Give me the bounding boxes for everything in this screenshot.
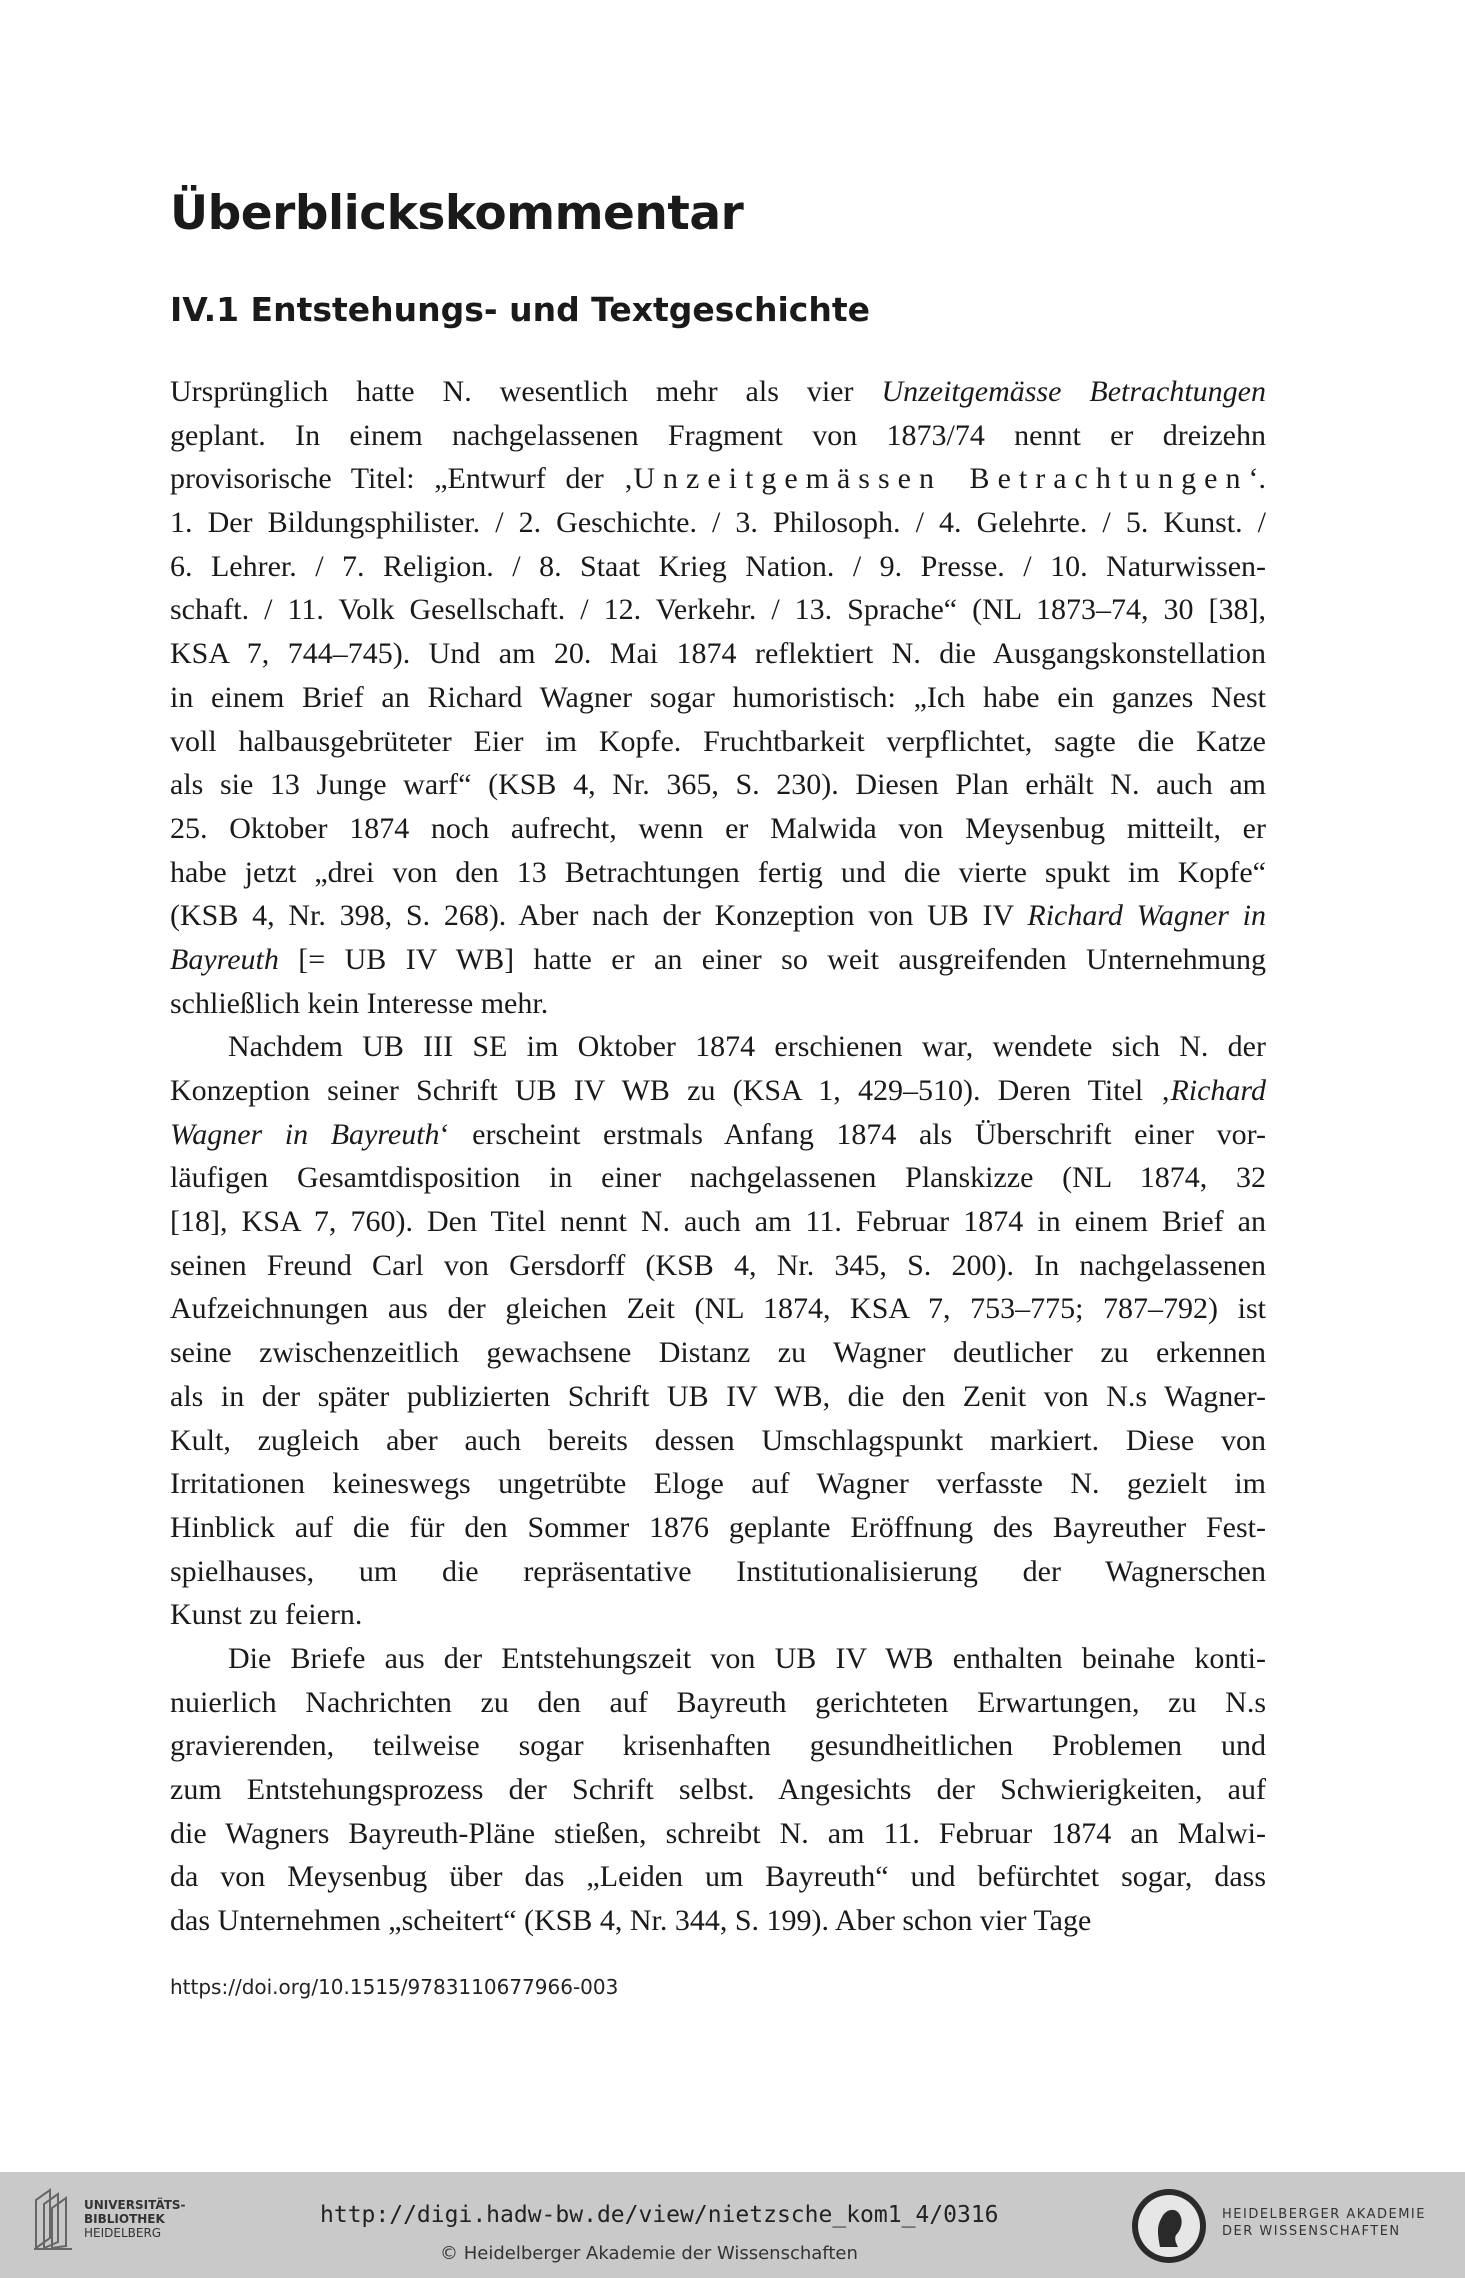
text-segment: Irritationen keineswegs ungetrübte Eloge auf Wagner verfasste N. gezielt im	[170, 1467, 1266, 1501]
italic-text: Richard Wagner in	[1027, 899, 1266, 933]
text-line	[170, 1375, 1266, 1419]
text-segment: 1. Der Bildungsphilister. / 2. Geschichte. / 3. Philosoph. / 4. Gelehrte. / 5. Kunst. /	[170, 506, 1266, 540]
text-line	[170, 720, 1266, 764]
text-segment: Ursprünglich hatte N. wesentlich mehr als vier	[170, 375, 882, 408]
italic-text: Unzeitgemässe Betrachtungen	[881, 375, 1266, 408]
text-line	[170, 1200, 1266, 1244]
academy-line-2: DER WISSENSCHAFTEN	[1222, 2224, 1401, 2239]
text-line	[170, 1768, 1266, 1812]
text-line	[170, 807, 1266, 851]
text-segment: schließlich kein Interesse mehr.	[170, 986, 549, 1020]
text-segment: voll halbausgebrüteter Eier im Kopfe. Fruchtbarkeit verpflichtet, sagte die Katze	[170, 724, 1266, 758]
text-segment: Nachdem UB III SE im Oktober 1874 erschienen war, wendete sich N. der	[228, 1030, 1266, 1064]
text-line	[170, 1113, 1266, 1157]
text-line	[170, 457, 1266, 501]
text-line	[170, 894, 1266, 938]
text-segment: seinen Freund Carl von Gersdorff (KSB 4, Nr. 345, S. 200). In nachgelassenen	[170, 1248, 1266, 1282]
text-segment: spielhauses, um die repräsentative Institutionalisierung der Wagnerschen	[170, 1554, 1266, 1588]
text-line	[170, 1462, 1266, 1506]
section-title: IV.1 Entstehungs- und Textgeschichte	[170, 290, 870, 329]
footer-copyright: © Heidelberger Akademie der Wissenschaften	[440, 2243, 858, 2264]
text-line	[170, 414, 1266, 458]
text-segment: 6. Lehrer. / 7. Religion. / 8. Staat Krieg Nation. / 9. Presse. / 10. Naturwissen-	[170, 549, 1266, 583]
spaced-text: Unzeitgemässen Betrachtungen	[633, 462, 1249, 496]
text-segment: das Unternehmen „scheitert“ (KSB 4, Nr. 344, S. 199). Aber schon vier Tage	[170, 1904, 1092, 1938]
text-line	[170, 676, 1266, 720]
body-text	[170, 370, 1266, 1943]
text-segment: läufigen Gesamtdisposition in einer nachgelassenen Planskizze (NL 1874, 32	[170, 1161, 1266, 1195]
text-segment: habe jetzt „drei von den 13 Betrachtungen fertig und die vierte spukt im Kopfe“	[170, 855, 1266, 889]
text-segment: als sie 13 Junge warf“ (KSB 4, Nr. 365, S. 230). Diesen Plan erhält N. auch am	[170, 768, 1266, 802]
text-segment: 25. Oktober 1874 noch aufrecht, wenn er Malwida von Meysenbug mitteilt, er	[170, 811, 1266, 845]
academy-line-1: HEIDELBERGER AKADEMIE	[1222, 2207, 1426, 2222]
text-segment: provisorische Titel: „Entwurf der ‚	[170, 462, 634, 496]
academy-name	[1222, 2206, 1426, 2240]
doi-link[interactable]: https://doi.org/10.1515/9783110677966-003	[170, 1975, 619, 1999]
text-line	[170, 632, 1266, 676]
text-segment: ‘.	[1248, 462, 1266, 496]
text-segment: geplant. In einem nachgelassenen Fragment von 1873/74 nennt er dreizehn	[170, 418, 1266, 452]
text-line	[170, 1287, 1266, 1331]
text-segment: schaft. / 11. Volk Gesellschaft. / 12. Verkehr. / 13. Sprache“ (NL 1873–74, 30 [38],	[170, 593, 1266, 627]
text-segment: Hinblick auf die für den Sommer 1876 geplante Eröffnung des Bayreuther Fest-	[170, 1510, 1266, 1544]
text-segment: ‘ erscheint erstmals Anfang 1874 als Überschrift einer vor-	[439, 1117, 1266, 1151]
text-segment: (KSB 4, Nr. 398, S. 268). Aber nach der Konzeption von UB IV	[170, 899, 1028, 933]
text-line	[170, 982, 1266, 1026]
text-segment: die Wagners Bayreuth-Pläne stießen, schreibt N. am 11. Februar 1874 an Malwi-	[170, 1816, 1266, 1850]
text-segment: gravierenden, teilweise sogar krisenhaften gesundheitlichen Problemen und	[170, 1729, 1266, 1763]
text-line	[170, 1724, 1266, 1768]
university-library-name	[84, 2198, 186, 2240]
italic-text: Wagner in Bayreuth	[170, 1117, 440, 1151]
text-line	[170, 370, 1266, 414]
text-line	[170, 1812, 1266, 1856]
text-segment: Aufzeichnungen aus der gleichen Zeit (NL 1874, KSA 7, 753–775; 787–792) ist	[170, 1292, 1266, 1326]
text-segment: [18], KSA 7, 760). Den Titel nennt N. auch am 11. Februar 1874 in einem Brief an	[170, 1205, 1266, 1239]
text-line	[170, 545, 1266, 589]
text-line	[170, 1681, 1266, 1725]
text-segment: als in der später publizierten Schrift UB IV WB, die den Zenit von N.s Wagner-	[170, 1379, 1266, 1413]
text-segment: in einem Brief an Richard Wagner sogar humoristisch: „Ich habe ein ganzes Nest	[170, 680, 1266, 714]
italic-text: Bayreuth	[170, 942, 279, 976]
text-line	[170, 1025, 1266, 1069]
footer-url-link[interactable]: http://digi.hadw-bw.de/view/nietzsche_kom1_4/0316	[320, 2202, 999, 2228]
text-line	[170, 1506, 1266, 1550]
text-line	[170, 501, 1266, 545]
text-line	[170, 1069, 1266, 1113]
text-segment: Kunst zu feiern.	[170, 1598, 363, 1632]
text-line	[170, 1156, 1266, 1200]
footer-bar	[0, 2172, 1465, 2278]
text-line	[170, 1331, 1266, 1375]
university-library-logo-icon	[30, 2186, 80, 2252]
text-line	[170, 1244, 1266, 1288]
text-line	[170, 851, 1266, 895]
text-segment: seine zwischenzeitlich gewachsene Distanz zu Wagner deutlicher zu erkennen	[170, 1336, 1266, 1370]
library-line-2: BIBLIOTHEK	[84, 2212, 165, 2226]
library-line-3: HEIDELBERG	[84, 2226, 162, 2240]
text-segment: nuierlich Nachrichten zu den auf Bayreuth gerichteten Erwartungen, zu N.s	[170, 1685, 1266, 1719]
text-segment: Konzeption seiner Schrift UB IV WB zu (KSA 1, 429–510). Deren Titel ‚	[170, 1074, 1171, 1107]
text-line	[170, 1419, 1266, 1463]
text-segment: da von Meysenbug über das „Leiden um Bayreuth“ und befürchtet sogar, dass	[170, 1860, 1266, 1894]
text-segment: Die Briefe aus der Entstehungszeit von UB IV WB enthalten beinahe konti-	[228, 1641, 1266, 1675]
text-line	[170, 1637, 1266, 1681]
text-segment: Kult, zugleich aber auch bereits dessen Umschlagspunkt markiert. Diese von	[170, 1423, 1266, 1457]
italic-text: Richard	[1170, 1074, 1266, 1107]
text-segment: [= UB IV WB] hatte er an einer so weit ausgreifenden Unternehmung	[278, 942, 1266, 976]
text-segment: KSA 7, 744–745). Und am 20. Mai 1874 reflektiert N. die Ausgangskonstellation	[170, 637, 1266, 671]
text-line	[170, 1593, 1266, 1637]
text-line	[170, 938, 1266, 982]
text-line	[170, 588, 1266, 632]
academy-seal-icon	[1130, 2187, 1208, 2265]
text-line	[170, 1550, 1266, 1594]
page-heading: Überblickskommentar	[170, 186, 744, 241]
text-segment: zum Entstehungsprozess der Schrift selbst. Angesichts der Schwierigkeiten, auf	[170, 1773, 1266, 1806]
text-line	[170, 763, 1266, 807]
text-line	[170, 1855, 1266, 1899]
library-line-1: UNIVERSITÄTS-	[84, 2198, 186, 2212]
text-line	[170, 1899, 1266, 1943]
